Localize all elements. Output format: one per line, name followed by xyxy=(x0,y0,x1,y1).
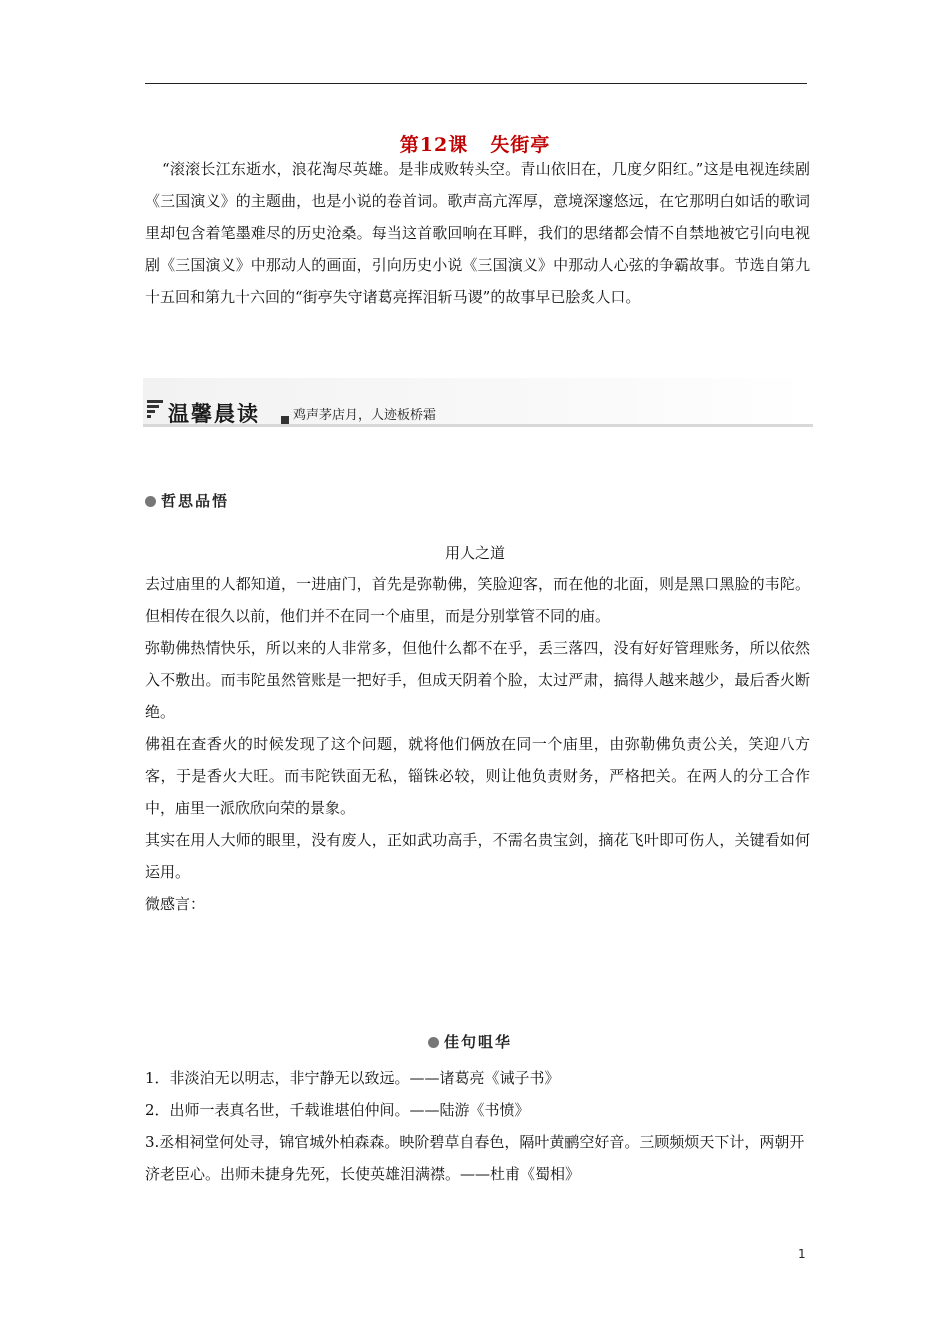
section-heading-quotes xyxy=(428,1031,512,1052)
quote-item: 2．出师一表真名世，千载谁堪伯仲间。——陆游《书愤》 xyxy=(145,1101,530,1119)
story-paragraph: 弥勒佛热情快乐，所以来的人非常多，但他什么都不在乎，丢三落四，没有好好管理账务，所以依然入不敷出。而韦陀虽然管账是一把好手，但成天阴着个脸，太过严肃，搞得人越来越少，最后香火断绝。 xyxy=(145,639,810,721)
lesson-name: 失街亭 xyxy=(490,134,551,156)
quote-item: 1．非淡泊无以明志，非宁静无以致远。——诸葛亮《诫子书》 xyxy=(145,1069,560,1087)
lesson-number: 第12课 xyxy=(399,134,469,156)
reflection-label: 微感言： xyxy=(145,895,206,913)
intro-text: “滚滚长江东逝水，浪花淘尽英雄。是非成败转头空。青山依旧在，几度夕阳红。”这是电视连续剧《三国演义》的主题曲，也是小说的卷首词。歌声高亢浑厚，意境深邃悠远，在它那明白如话的歌词里却包含着笔墨难尽的历史沧桑。每当这首歌回响在耳畔，我们的思绪都会情不自禁地被它引向电视剧《三国演义》中那动人的画面，引向历史小说《三国演义》中那动人心弦的争霸故事。节选自第九十五回和第九十六回的“街亭失守诸葛亮挥泪斩马谡”的故事早已脍炙人口。 xyxy=(145,160,810,306)
banner-square-icon xyxy=(281,416,289,424)
banner-subtitle: 鸡声茅店月，人迹板桥霜 xyxy=(293,408,437,423)
section-heading-text: 哲思品悟 xyxy=(161,492,230,510)
banner-title: 温馨晨读 xyxy=(168,402,260,426)
story-paragraph: 其实在用人大师的眼里，没有废人，正如武功高手，不需名贵宝剑，摘花飞叶即可伤人，关键看如何运用。 xyxy=(145,831,810,881)
story-body xyxy=(145,568,810,920)
page-number: 1 xyxy=(798,1247,806,1261)
section-heading-philosophy xyxy=(145,490,229,511)
quote-item: 3.丞相祠堂何处寻，锦官城外柏森森。映阶碧草自春色，隔叶黄鹂空好音。三顾频烦天下计，两朝开济老臣心。出师未捷身先死，长使英雄泪满襟。——杜甫《蜀相》 xyxy=(145,1133,805,1183)
story-paragraph: 去过庙里的人都知道，一进庙门，首先是弥勒佛，笑脸迎客，而在他的北面，则是黑口黑脸的韦陀。但相传在很久以前，他们并不在同一个庙里，而是分别掌管不同的庙。 xyxy=(145,575,810,625)
header-rule xyxy=(145,83,807,84)
quotes-list xyxy=(145,1062,810,1190)
section-heading-text: 佳句咀华 xyxy=(444,1033,513,1051)
story-title: 用人之道 xyxy=(444,544,505,562)
stripes-icon xyxy=(147,400,163,420)
bullet-dot-icon xyxy=(145,496,156,507)
intro-paragraph xyxy=(145,153,810,313)
story-paragraph: 佛祖在查香火的时候发现了这个问题，就将他们俩放在同一个庙里，由弥勒佛负责公关，笑迎八方客，于是香火大旺。而韦陀铁面无私，锱铢必较，则让他负责财务，严格把关。在两人的分工合作中，庙里一派欣欣向荣的景象。 xyxy=(145,735,810,817)
bullet-dot-icon xyxy=(428,1037,439,1048)
section-banner xyxy=(143,378,813,427)
